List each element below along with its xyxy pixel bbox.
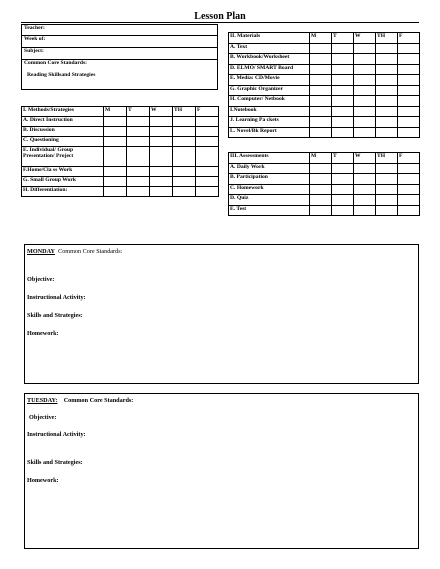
methods-check-cell[interactable] bbox=[104, 177, 127, 187]
tuesday-skills-label: Skills and Strategies: bbox=[27, 459, 83, 466]
materials-check-cell[interactable] bbox=[376, 127, 398, 138]
assessments-check-cell[interactable] bbox=[376, 205, 398, 216]
methods-check-cell[interactable] bbox=[127, 187, 150, 197]
assessments-check-cell[interactable] bbox=[332, 174, 354, 185]
assessments-check-cell[interactable] bbox=[398, 195, 420, 206]
materials-check-cell[interactable] bbox=[398, 96, 420, 107]
methods-check-cell[interactable] bbox=[196, 147, 219, 167]
methods-check-cell[interactable] bbox=[196, 137, 219, 147]
assessments-header-cell: TH bbox=[376, 153, 398, 164]
materials-row bbox=[229, 75, 420, 86]
methods-check-cell[interactable] bbox=[150, 177, 173, 187]
tuesday-plan-box[interactable] bbox=[24, 393, 419, 549]
assessments-check-cell[interactable] bbox=[310, 174, 332, 185]
materials-row bbox=[229, 85, 420, 96]
materials-check-cell[interactable] bbox=[354, 75, 376, 86]
materials-check-cell[interactable] bbox=[398, 54, 420, 65]
materials-check-cell[interactable] bbox=[398, 106, 420, 117]
methods-check-cell[interactable] bbox=[173, 117, 196, 127]
materials-check-cell[interactable] bbox=[376, 117, 398, 128]
materials-check-cell[interactable] bbox=[398, 64, 420, 75]
methods-check-cell[interactable] bbox=[104, 137, 127, 147]
assessments-row-label: C. Homework bbox=[229, 184, 310, 195]
methods-row-label: F.Home/Cla ss Work bbox=[22, 167, 104, 177]
methods-table bbox=[21, 106, 219, 197]
assessments-check-cell[interactable] bbox=[398, 174, 420, 185]
materials-check-cell[interactable] bbox=[332, 127, 354, 138]
monday-header bbox=[27, 248, 122, 255]
materials-check-cell[interactable] bbox=[398, 127, 420, 138]
methods-check-cell[interactable] bbox=[196, 127, 219, 137]
methods-row-label: C. Questioning bbox=[22, 137, 104, 147]
methods-check-cell[interactable] bbox=[104, 167, 127, 177]
page-title: Lesson Plan bbox=[194, 11, 246, 22]
assessments-check-cell[interactable] bbox=[354, 205, 376, 216]
assessments-row-label: D. Quiz bbox=[229, 195, 310, 206]
assessments-check-cell[interactable] bbox=[376, 163, 398, 174]
methods-header-cell: I. Methods/Strategies bbox=[22, 107, 104, 117]
assessments-table bbox=[228, 152, 420, 216]
methods-check-cell[interactable] bbox=[150, 167, 173, 177]
materials-check-cell[interactable] bbox=[332, 54, 354, 65]
assessments-header-cell: M bbox=[310, 153, 332, 164]
assessments-check-cell[interactable] bbox=[332, 163, 354, 174]
assessments-check-cell[interactable] bbox=[310, 195, 332, 206]
materials-check-cell[interactable] bbox=[332, 96, 354, 107]
assessments-check-cell[interactable] bbox=[376, 174, 398, 185]
monday-skills-label: Skills and Strategies: bbox=[27, 312, 83, 319]
assessments-check-cell[interactable] bbox=[398, 163, 420, 174]
methods-check-cell[interactable] bbox=[127, 167, 150, 177]
materials-row-label: H. Computer/ Netbook bbox=[229, 96, 310, 107]
methods-check-cell[interactable] bbox=[196, 167, 219, 177]
methods-check-cell[interactable] bbox=[196, 117, 219, 127]
methods-check-cell[interactable] bbox=[127, 177, 150, 187]
materials-header-cell: W bbox=[354, 33, 376, 44]
materials-check-cell[interactable] bbox=[332, 43, 354, 54]
methods-check-cell[interactable] bbox=[196, 177, 219, 187]
methods-row-label: E. Individual/ Group Presentation/ Project bbox=[22, 147, 104, 167]
materials-row bbox=[229, 117, 420, 128]
assessments-check-cell[interactable] bbox=[354, 163, 376, 174]
assessments-header-cell: T bbox=[332, 153, 354, 164]
materials-row bbox=[229, 43, 420, 54]
tuesday-activity-label: Instructional Activity: bbox=[27, 431, 86, 438]
tuesday-objective-label: Objective: bbox=[29, 414, 57, 421]
teacher-field[interactable]: Teacher: bbox=[22, 25, 217, 36]
materials-check-cell[interactable] bbox=[310, 117, 332, 128]
materials-check-cell[interactable] bbox=[332, 117, 354, 128]
monday-plan-box[interactable] bbox=[24, 244, 419, 384]
materials-check-cell[interactable] bbox=[310, 64, 332, 75]
materials-row-label: G. Graphic Organizer bbox=[229, 85, 310, 96]
materials-row-label: A. Text bbox=[229, 43, 310, 54]
assessments-row-label: B. Participation bbox=[229, 174, 310, 185]
methods-check-cell[interactable] bbox=[104, 187, 127, 197]
materials-check-cell[interactable] bbox=[310, 127, 332, 138]
monday-standards-label: Common Core Standards: bbox=[58, 248, 123, 255]
monday-day-label: MONDAY bbox=[27, 248, 55, 255]
materials-row bbox=[229, 54, 420, 65]
materials-check-cell[interactable] bbox=[354, 96, 376, 107]
methods-row bbox=[22, 137, 219, 147]
methods-row-label: G. Small Group Work bbox=[22, 177, 104, 187]
assessments-check-cell[interactable] bbox=[332, 184, 354, 195]
materials-row-label: D. ELMO/ SMART Board bbox=[229, 64, 310, 75]
assessments-row bbox=[229, 184, 420, 195]
materials-check-cell[interactable] bbox=[376, 106, 398, 117]
materials-check-cell[interactable] bbox=[398, 117, 420, 128]
monday-objective-label: Objective: bbox=[27, 276, 55, 283]
tuesday-standards-label: Common Core Standards: bbox=[63, 397, 134, 404]
assessments-header-row bbox=[229, 153, 420, 164]
methods-check-cell[interactable] bbox=[127, 117, 150, 127]
methods-check-cell[interactable] bbox=[150, 117, 173, 127]
materials-check-cell[interactable] bbox=[332, 106, 354, 117]
methods-row bbox=[22, 177, 219, 187]
materials-check-cell[interactable] bbox=[354, 106, 376, 117]
materials-header-cell: II. Materials bbox=[229, 33, 310, 44]
materials-check-cell[interactable] bbox=[354, 64, 376, 75]
methods-check-cell[interactable] bbox=[150, 127, 173, 137]
materials-check-cell[interactable] bbox=[332, 64, 354, 75]
methods-check-cell[interactable] bbox=[150, 137, 173, 147]
materials-row bbox=[229, 96, 420, 107]
assessments-check-cell[interactable] bbox=[354, 174, 376, 185]
methods-row bbox=[22, 117, 219, 127]
materials-check-cell[interactable] bbox=[354, 43, 376, 54]
methods-check-cell[interactable] bbox=[173, 137, 196, 147]
materials-header-cell: F bbox=[398, 33, 420, 44]
methods-row bbox=[22, 127, 219, 137]
assessments-check-cell[interactable] bbox=[310, 184, 332, 195]
methods-check-cell[interactable] bbox=[173, 127, 196, 137]
tuesday-header bbox=[27, 397, 133, 404]
materials-check-cell[interactable] bbox=[310, 96, 332, 107]
assessments-check-cell[interactable] bbox=[332, 195, 354, 206]
materials-header-cell: M bbox=[310, 33, 332, 44]
materials-check-cell[interactable] bbox=[354, 54, 376, 65]
assessments-header-cell: W bbox=[354, 153, 376, 164]
materials-row-label: I.Notebook bbox=[229, 106, 310, 117]
materials-header-cell: TH bbox=[376, 33, 398, 44]
materials-row bbox=[229, 127, 420, 138]
methods-row bbox=[22, 167, 219, 177]
assessments-row-label: A. Daily Work bbox=[229, 163, 310, 174]
standards-field[interactable] bbox=[22, 60, 217, 89]
materials-check-cell[interactable] bbox=[354, 85, 376, 96]
methods-header-cell: W bbox=[150, 107, 173, 117]
assessments-row bbox=[229, 195, 420, 206]
materials-check-cell[interactable] bbox=[310, 106, 332, 117]
materials-row bbox=[229, 106, 420, 117]
methods-header-cell: F bbox=[196, 107, 219, 117]
materials-check-cell[interactable] bbox=[354, 117, 376, 128]
materials-row-label: L. Novel/Bk Report bbox=[229, 127, 310, 138]
materials-row-label: B. Workbook/Worksheet bbox=[229, 54, 310, 65]
materials-check-cell[interactable] bbox=[376, 54, 398, 65]
materials-row bbox=[229, 64, 420, 75]
tuesday-day-label: TUESDAY: bbox=[27, 397, 58, 404]
methods-header-cell: T bbox=[127, 107, 150, 117]
methods-check-cell[interactable] bbox=[150, 187, 173, 197]
methods-check-cell[interactable] bbox=[173, 147, 196, 167]
materials-check-cell[interactable] bbox=[398, 43, 420, 54]
assessments-row bbox=[229, 205, 420, 216]
materials-check-cell[interactable] bbox=[376, 75, 398, 86]
subject-field[interactable]: Subject: bbox=[22, 48, 217, 60]
methods-check-cell[interactable] bbox=[127, 137, 150, 147]
materials-check-cell[interactable] bbox=[332, 75, 354, 86]
assessments-row bbox=[229, 163, 420, 174]
tuesday-homework-label: Homework: bbox=[27, 477, 59, 484]
methods-row bbox=[22, 187, 219, 197]
materials-check-cell[interactable] bbox=[376, 96, 398, 107]
standards-label: Common Core Standards: bbox=[24, 60, 87, 66]
materials-check-cell[interactable] bbox=[310, 85, 332, 96]
materials-check-cell[interactable] bbox=[376, 64, 398, 75]
materials-check-cell[interactable] bbox=[310, 54, 332, 65]
week-field[interactable]: Week of: bbox=[22, 36, 217, 48]
methods-check-cell[interactable] bbox=[127, 127, 150, 137]
title-rule bbox=[21, 22, 419, 23]
monday-homework-label: Homework: bbox=[27, 330, 59, 337]
assessments-header-cell: III. Assessments bbox=[229, 153, 310, 164]
materials-check-cell[interactable] bbox=[332, 85, 354, 96]
materials-check-cell[interactable] bbox=[310, 75, 332, 86]
materials-header-row bbox=[229, 33, 420, 44]
methods-row-label: B. Discussion bbox=[22, 127, 104, 137]
assessments-check-cell[interactable] bbox=[398, 205, 420, 216]
materials-check-cell[interactable] bbox=[310, 43, 332, 54]
methods-header-cell: M bbox=[104, 107, 127, 117]
assessments-check-cell[interactable] bbox=[398, 184, 420, 195]
materials-row-label: E. Media: CD/Movie bbox=[229, 75, 310, 86]
assessments-check-cell[interactable] bbox=[376, 184, 398, 195]
methods-header-cell: TH bbox=[173, 107, 196, 117]
materials-check-cell[interactable] bbox=[354, 127, 376, 138]
methods-check-cell[interactable] bbox=[150, 147, 173, 167]
assessments-check-cell[interactable] bbox=[376, 195, 398, 206]
methods-check-cell[interactable] bbox=[173, 187, 196, 197]
materials-check-cell[interactable] bbox=[376, 43, 398, 54]
materials-check-cell[interactable] bbox=[398, 85, 420, 96]
assessments-check-cell[interactable] bbox=[332, 205, 354, 216]
methods-header-row bbox=[22, 107, 219, 117]
materials-check-cell[interactable] bbox=[376, 85, 398, 96]
methods-row bbox=[22, 147, 219, 167]
methods-check-cell[interactable] bbox=[127, 147, 150, 167]
methods-row-label: A. Direct Instruction bbox=[22, 117, 104, 127]
assessments-row-label: E. Test bbox=[229, 205, 310, 216]
teacher-info-box bbox=[21, 24, 218, 90]
methods-check-cell[interactable] bbox=[104, 147, 127, 167]
assessments-check-cell[interactable] bbox=[310, 205, 332, 216]
assessments-check-cell[interactable] bbox=[354, 184, 376, 195]
materials-table bbox=[228, 32, 420, 138]
methods-row-label: H. Differentiation: bbox=[22, 187, 104, 197]
methods-check-cell[interactable] bbox=[104, 117, 127, 127]
materials-row-label: J. Learning Pa ckets bbox=[229, 117, 310, 128]
standards-value: Reading Skillsand Strategies bbox=[27, 72, 96, 78]
assessments-check-cell[interactable] bbox=[354, 195, 376, 206]
assessments-header-cell: F bbox=[398, 153, 420, 164]
materials-check-cell[interactable] bbox=[398, 75, 420, 86]
monday-activity-label: Instructional Activity: bbox=[27, 294, 86, 301]
methods-check-cell[interactable] bbox=[173, 167, 196, 177]
methods-check-cell[interactable] bbox=[104, 127, 127, 137]
materials-header-cell: T bbox=[332, 33, 354, 44]
assessments-row bbox=[229, 174, 420, 185]
assessments-check-cell[interactable] bbox=[310, 163, 332, 174]
methods-check-cell[interactable] bbox=[196, 187, 219, 197]
methods-check-cell[interactable] bbox=[173, 177, 196, 187]
